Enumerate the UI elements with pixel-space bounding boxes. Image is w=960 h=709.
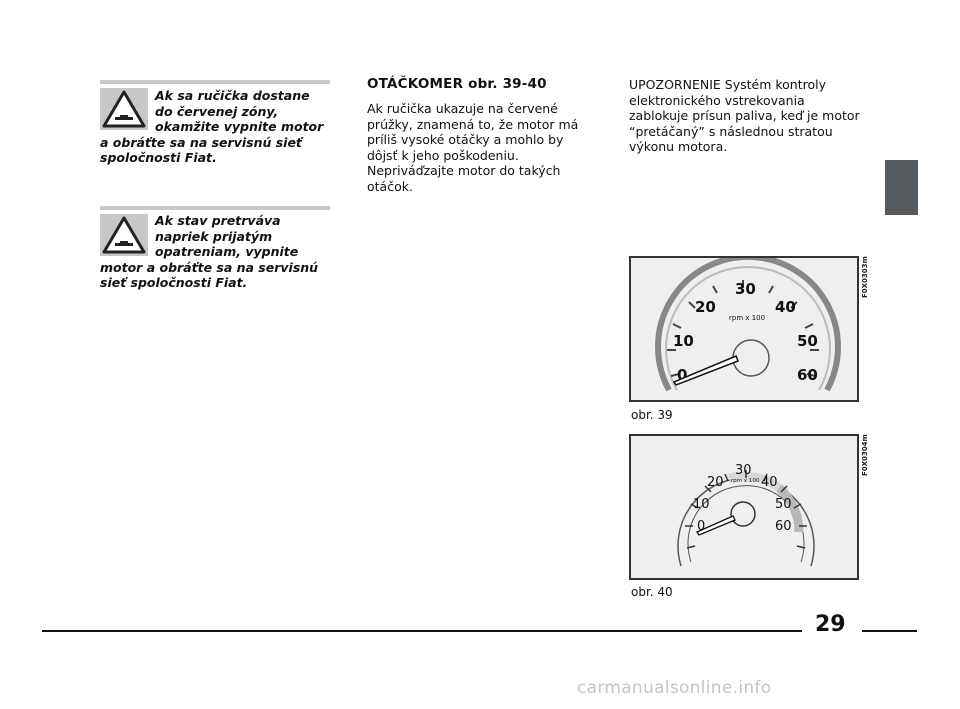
note-line: zablokuje prísun paliva, keď je motor [629, 108, 860, 123]
figure-39-caption: obr. 39 [631, 408, 673, 422]
body-line: Nepriváďzajte motor do takých [367, 163, 561, 178]
section-heading [367, 76, 547, 92]
dial-label-50: 50 [797, 332, 818, 350]
watermark: carmanualsonline.info [577, 678, 772, 698]
body-line: Ak ručička ukazuje na červené [367, 101, 558, 116]
body-line: príliš vysoké otáčky a mohlo by [367, 132, 564, 147]
warning-2-text [100, 213, 336, 291]
page-number: 29 [815, 612, 846, 637]
dial-label-60: 60 [775, 519, 792, 534]
warning-1-line-1: Ak sa ručička dostane [155, 88, 310, 103]
dial-label-0: 0 [677, 366, 688, 384]
tachometer-analog-illustration [631, 258, 857, 400]
warning-1-line-3: okamžite vypnite motor [155, 119, 324, 134]
dial-label-10: 10 [673, 332, 694, 350]
body-line: dôjsť k jeho poškodeniu. [367, 147, 519, 163]
dial-label-40: 40 [761, 475, 778, 490]
warning-1-text [100, 88, 336, 166]
dial-label-60: 60 [797, 366, 818, 384]
warning-1-line-5: spoločnosti Fiat. [100, 150, 217, 165]
unit-label: rpm x 100 [731, 478, 760, 484]
dial-label-20: 20 [695, 298, 716, 316]
dial-label-20: 20 [707, 475, 724, 490]
note-line: výkonu motora. [629, 139, 728, 154]
note-line: elektronického vstrekovania [629, 92, 805, 108]
warning-2-line-5: sieť spoločnosti Fiat. [100, 275, 248, 290]
warning-2-line-1: Ak stav pretrváva [155, 213, 281, 228]
note-line: UPOZORNENIE Systém kontroly [629, 77, 827, 92]
section-figure-ref: obr. 39-40 [468, 76, 547, 92]
section-body [367, 101, 585, 194]
warning-2-line-3: opatreniam, vypnite [155, 244, 299, 259]
dial-label-40: 40 [775, 298, 796, 316]
warning-2-line-2: napriek prijatým [155, 228, 273, 244]
figure-40-code: F0X0304m [861, 434, 869, 476]
dial-label-30: 30 [735, 280, 756, 298]
warning-2-line-4: motor a obráťte sa na servisnú [100, 259, 319, 275]
footer-rule-left [42, 630, 802, 632]
note-line: “pretáčaný” s následnou stratou [629, 123, 833, 139]
figure-39-code: F0X0303m [861, 256, 869, 298]
section-title: OTÁČKOMER [367, 76, 464, 92]
warning-1-line-2: do červenej zóny, [155, 103, 279, 119]
warning-1-line-4: a obráťte sa na servisnú sieť [100, 134, 302, 150]
warning-1-rule [100, 80, 330, 84]
body-line: prúžky, znamená to, že motor má [367, 116, 579, 132]
tachometer-outline-illustration [631, 436, 857, 578]
dial-label-30: 30 [735, 463, 752, 478]
unit-label: rpm x 100 [729, 314, 766, 322]
warning-2-rule [100, 206, 330, 210]
dial-label-10: 10 [693, 497, 710, 512]
note-text [629, 77, 869, 155]
footer-rule-right [862, 630, 917, 632]
dial-label-0: 0 [697, 519, 706, 534]
body-line: otáčok. [367, 178, 413, 194]
figure-40-caption: obr. 40 [631, 585, 673, 599]
figure-40 [629, 434, 869, 580]
figure-39 [629, 256, 869, 402]
dial-label-50: 50 [775, 497, 792, 512]
chapter-tab [885, 160, 918, 215]
